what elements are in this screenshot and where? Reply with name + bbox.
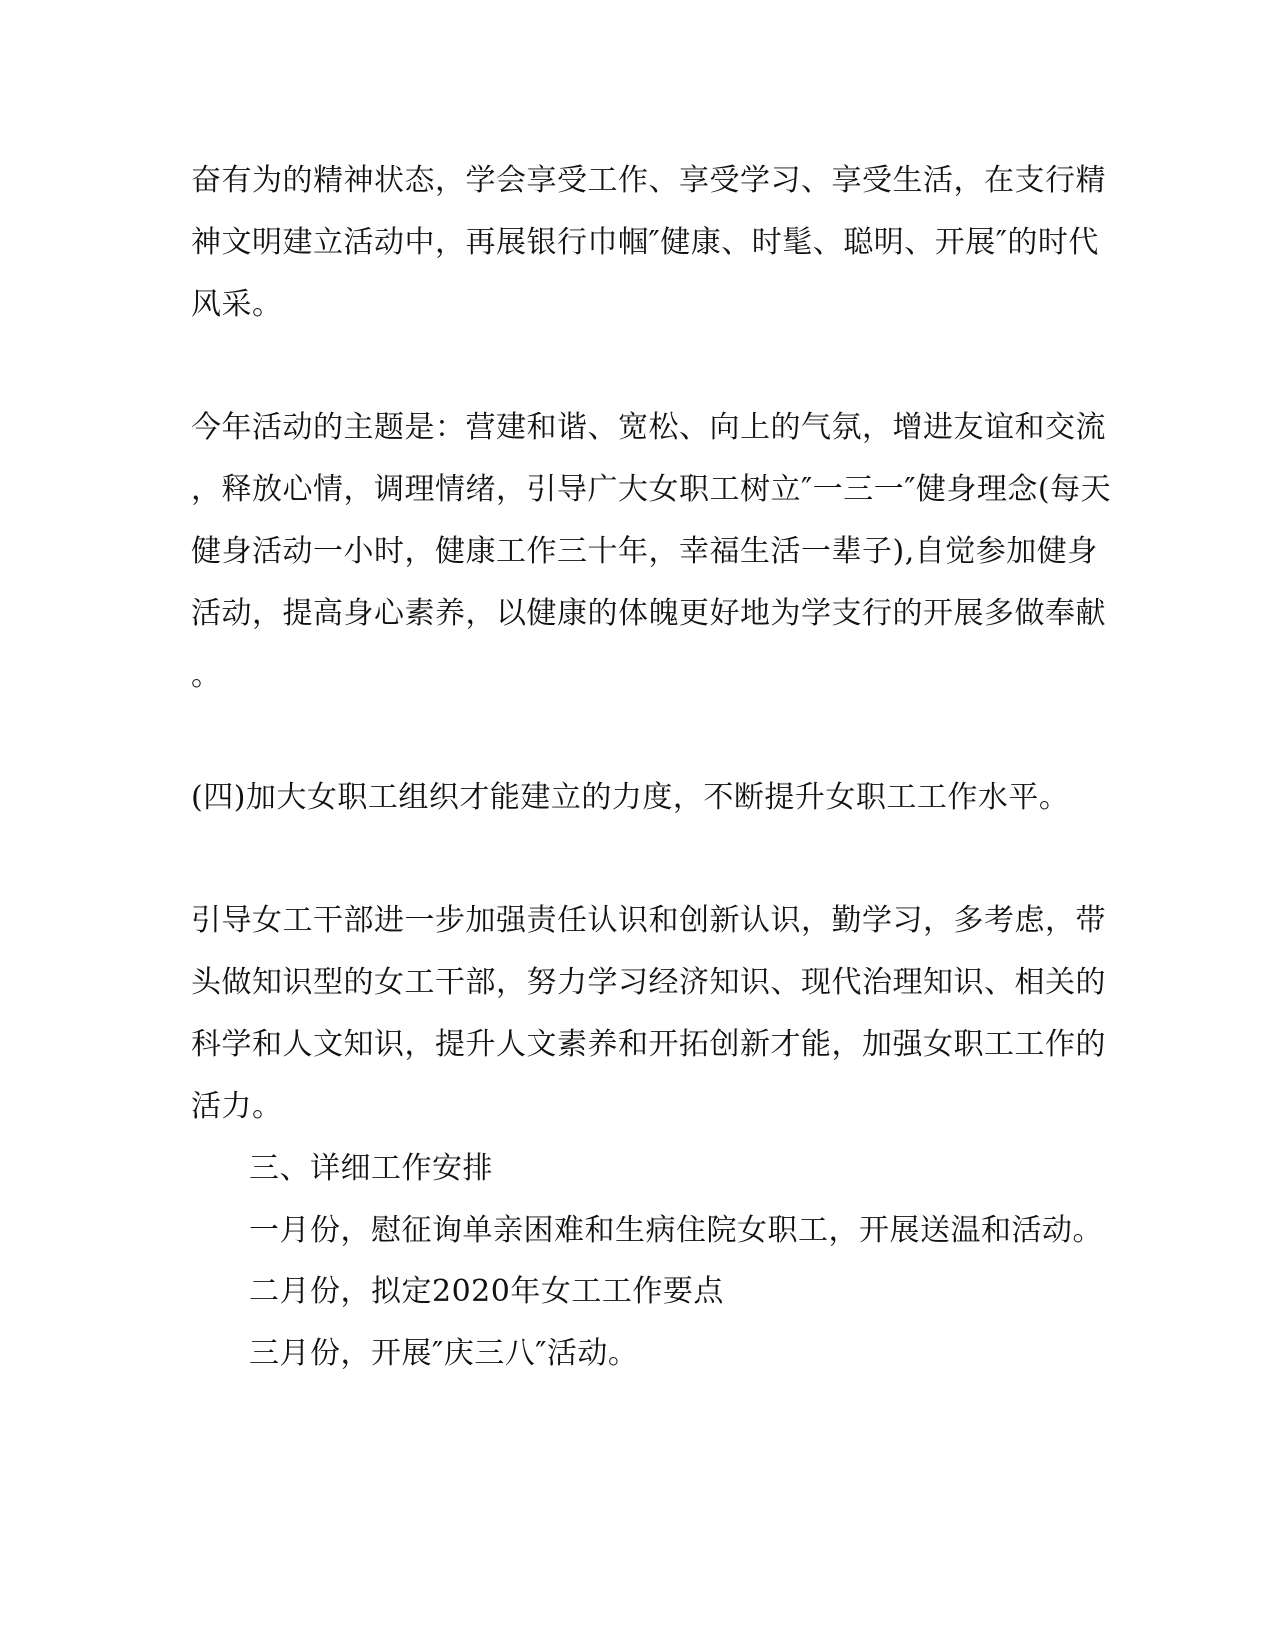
paragraph-line: 活动，提高身心素养，以健康的体魄更好地为学支行的开展多做奉献 [191, 596, 1106, 631]
paragraph-line: 引导女工干部进一步加强责任认识和创新认识，勤学习，多考虑，带 [191, 903, 1106, 938]
schedule-item: 一月份，慰征询单亲困难和生病住院女职工，开展送温和活动。 [249, 1213, 1103, 1248]
schedule-item: 二月份，拟定2020年女工工作要点 [249, 1274, 724, 1309]
paragraph-line: 今年活动的主题是：营建和谐、宽松、向上的气氛，增进友谊和交流 [191, 410, 1106, 445]
section-heading: (四)加大女职工组织才能建立的力度，不断提升女职工工作水平。 [191, 780, 1070, 815]
paragraph-line: 健身活动一小时，健康工作三十年，幸福生活一辈子),自觉参加健身 [191, 534, 1098, 569]
paragraph-line: 活力。 [191, 1089, 283, 1124]
schedule-item: 三月份，开展″庆三八″活动。 [249, 1336, 639, 1371]
paragraph-line: 风采。 [191, 287, 283, 322]
paragraph-line: 科学和人文知识，提升人文素养和开拓创新才能，加强女职工工作的 [191, 1027, 1106, 1062]
paragraph-line: ，释放心情，调理情绪，引导广大女职工树立″一三一″健身理念(每天 [191, 472, 1112, 507]
paragraph-line: 神文明建立活动中，再展银行巾帼″健康、时髦、聪明、开展″的时代 [191, 225, 1099, 260]
paragraph-line: 。 [191, 658, 222, 693]
schedule-heading: 三、详细工作安排 [249, 1151, 493, 1186]
paragraph-line: 奋有为的精神状态，学会享受工作、享受学习、享受生活，在支行精 [191, 163, 1106, 198]
paragraph-line: 头做知识型的女工干部，努力学习经济知识、现代治理知识、相关的 [191, 965, 1106, 1000]
